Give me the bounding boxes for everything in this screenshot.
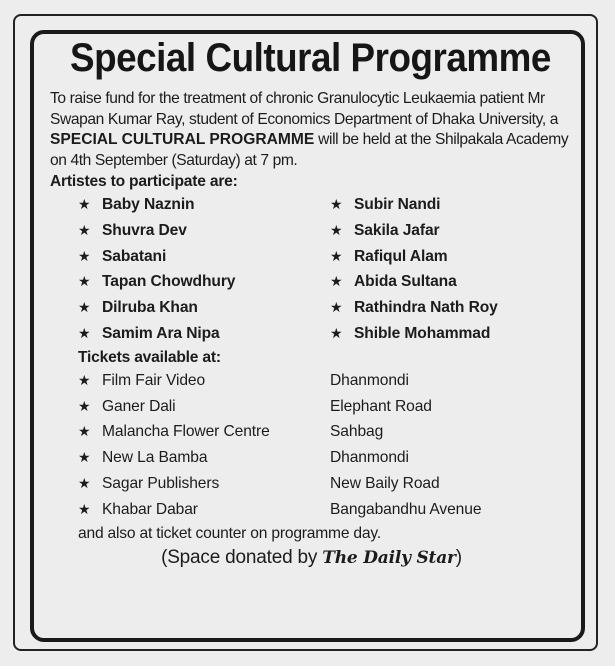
star-icon: ★: [78, 449, 91, 466]
intro-paragraph: [50, 89, 580, 171]
artist-name: Sakila Jafar: [354, 221, 440, 239]
artist-name: Baby Naznin: [102, 196, 195, 213]
list-item: [78, 295, 330, 321]
tickets-heading: Tickets available at:: [78, 348, 221, 366]
outlet-location: Dhanmondi: [330, 371, 409, 389]
list-item: [78, 218, 330, 244]
outlet-name: Film Fair Video: [102, 371, 206, 389]
star-icon: ★: [330, 221, 343, 238]
artists-heading: Artistes to participate are:: [50, 173, 238, 190]
ticket-outlet: [78, 471, 330, 497]
star-icon: ★: [330, 196, 343, 212]
intro-highlight: SPECIAL CULTURAL PROGRAMME: [50, 131, 315, 148]
intro-text-2: will be held at the Shilpakala Academy on 4th September (Saturday) at 7 pm.: [50, 131, 569, 169]
artist-name: Shible Mohammad: [354, 324, 491, 342]
outlet-name: Ganer Dali: [102, 397, 176, 415]
list-item: [330, 269, 590, 295]
star-icon: ★: [78, 273, 91, 290]
outlet-location: Elephant Road: [330, 397, 432, 415]
intro-text-1: To raise fund for the treatment of chronic Granulocytic Leukaemia patient Mr Swapan Kumar Ray, student of Economics Department of Dhaka University, a: [50, 90, 558, 128]
list-item: [78, 192, 330, 218]
list-item: [78, 244, 330, 270]
artist-name: Rafiqul Alam: [354, 247, 448, 265]
ticket-outlet: [78, 445, 330, 471]
outlet-location: Bangabandhu Avenue: [330, 500, 482, 518]
artist-name: Shuvra Dev: [102, 221, 187, 239]
star-icon: ★: [78, 324, 91, 341]
artist-name: Sabatani: [102, 247, 167, 265]
list-item: [330, 244, 590, 270]
star-icon: ★: [78, 196, 91, 212]
star-icon: ★: [330, 273, 343, 290]
artist-name: Rathindra Nath Roy: [354, 299, 498, 317]
outlet-name: Sagar Publishers: [102, 474, 220, 492]
tickets-list: [78, 368, 585, 523]
ticket-outlet: [78, 497, 330, 523]
advertisement: [50, 36, 585, 571]
outlet-location: Dhanmondi: [330, 449, 409, 467]
outlet-name: Malancha Flower Centre: [102, 423, 270, 441]
star-icon: ★: [78, 423, 91, 440]
star-icon: ★: [78, 397, 91, 414]
star-icon: ★: [78, 371, 91, 388]
list-item: [78, 321, 330, 347]
artist-name: Samim Ara Nipa: [102, 324, 220, 342]
artist-name: Subir Nandi: [354, 196, 441, 213]
artist-name: Dilruba Khan: [102, 299, 198, 317]
list-item: [78, 269, 330, 295]
list-item: [330, 192, 590, 218]
list-item: [330, 321, 590, 347]
credit-suffix: ): [455, 546, 462, 568]
star-icon: ★: [330, 324, 343, 341]
ticket-outlet: [78, 368, 330, 394]
outlet-name: Khabar Dabar: [102, 500, 198, 518]
outlet-name: New La Bamba: [102, 449, 208, 467]
outlet-location: Sahbag: [330, 423, 384, 441]
ticket-outlet: [78, 394, 330, 420]
ticket-outlet: [78, 419, 330, 445]
star-icon: ★: [78, 474, 91, 491]
star-icon: ★: [78, 500, 91, 517]
star-icon: ★: [78, 299, 91, 316]
star-icon: ★: [330, 247, 343, 264]
star-icon: ★: [330, 299, 343, 316]
artist-name: Tapan Chowdhury: [102, 273, 236, 291]
footer-note: and also at ticket counter on programme day.: [78, 524, 381, 542]
credit-line: [38, 545, 585, 571]
page-title: Special Cultural Programme: [70, 36, 551, 80]
star-icon: ★: [78, 221, 91, 238]
newspaper-name: The Daily Star: [322, 547, 456, 568]
artists-list: [78, 192, 585, 347]
credit-prefix: (Space donated by: [161, 546, 323, 568]
outlet-location: New Baily Road: [330, 474, 440, 492]
list-item: [330, 218, 590, 244]
artist-name: Abida Sultana: [354, 273, 457, 291]
star-icon: ★: [78, 247, 91, 264]
list-item: [330, 295, 590, 321]
